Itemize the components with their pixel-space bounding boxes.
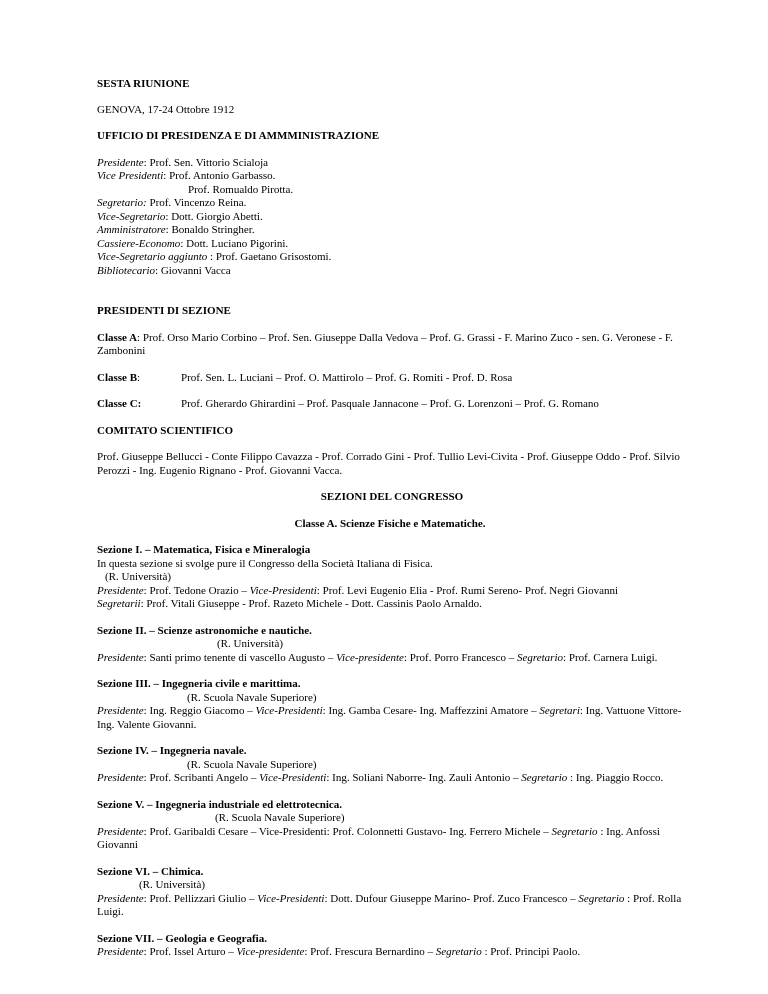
officer-line: Bibliotecario: Giovanni Vacca (97, 264, 231, 277)
officer-role: Cassiere-Economo (97, 237, 181, 250)
section-title: Sezione V. – Ingegneria industriale ed elettrotecnica. (97, 798, 343, 811)
classe-a-presidents (97, 332, 697, 359)
officer-line: Amministratore: Bonaldo Stringher. (97, 224, 255, 236)
classe-b-presidents (97, 372, 697, 386)
officer-role: Segretario: (97, 197, 147, 209)
officer-role: Vice Presidenti (97, 170, 164, 182)
section-officers: Presidente: Prof. Scribanti Angelo – Vice-Presidenti: Ing. Soliani Naborre- Ing. Zauli Antonio – Segretario : Ing. Piaggio Rocco. (97, 772, 664, 784)
classe-a-heading: Classe A. Scienze Fisiche e Matematiche. (294, 517, 486, 530)
section-block (97, 866, 697, 920)
officer-line: Vice-Segretario aggiunto : Prof. Gaetano Grisostomi. (97, 251, 332, 263)
officer-role: Bibliotecario (97, 264, 156, 277)
classe-b-label: Classe B: (97, 371, 141, 384)
ufficio-list (97, 157, 697, 279)
officer-role: Presidente (97, 156, 144, 169)
officer-role: Vice-Segretario (97, 210, 166, 223)
presidenti-heading: PRESIDENTI DI SEZIONE (97, 305, 231, 317)
officer-name: Bonaldo Stringher. (171, 224, 255, 236)
section-venue: (R. Università) (105, 571, 171, 583)
officer-line: Vice-Segretario: Dott. Giorgio Abetti. (97, 210, 263, 223)
officer-name: Prof. Antonio Garbasso. (169, 170, 276, 182)
classe-b-names: Prof. Sen. L. Luciani – Prof. O. Mattirolo – Prof. G. Romiti - Prof. D. Rosa (181, 371, 513, 384)
section-venue: (R. Università) (139, 879, 205, 891)
officer-name: Giovanni Vacca (160, 264, 231, 277)
section-venue: (R. Università) (217, 638, 283, 650)
section-venue: (R. Scuola Navale Superiore) (187, 758, 317, 771)
comitato-members: Prof. Giuseppe Bellucci - Conte Filippo Cavazza - Prof. Corrado Gini - Prof. Tullio Levi-Civita - Prof. Giuseppe Oddo - Prof. Silvio Perozzi - Ing. Eugenio Rignano - Prof. Giovanni Vacca. (97, 451, 680, 477)
officer-name: Prof. Romualdo Pirotta. (188, 183, 294, 196)
officer-line (97, 184, 697, 198)
section-block (97, 745, 697, 786)
section-officers: Presidente: Prof. Tedone Orazio – Vice-Presidenti: Prof. Levi Eugenio Elia - Prof. Rumi Sereno- Prof. Negri Giovanni (97, 584, 619, 597)
section-block (97, 625, 697, 666)
section-note: In questa sezione si svolge pure il Congresso della Società Italiana di Fisica. (97, 557, 433, 570)
officer-line (97, 197, 697, 211)
section-venue: (R. Scuola Navale Superiore) (215, 812, 345, 824)
section-block (97, 678, 697, 732)
section-secretaries: Segretarii: Prof. Vitali Giuseppe - Prof. Razeto Michele - Dott. Cassinis Paolo Arnaldo. (97, 598, 482, 610)
officer-name: Dott. Luciano Pigorini. (186, 237, 289, 250)
officer-line: Vice Presidenti: Prof. Antonio Garbasso. (97, 170, 276, 182)
section-officers: Presidente: Prof. Issel Arturo – Vice-presidente: Prof. Frescura Bernardino – Segretario : Prof. Principi Paolo. (97, 946, 581, 958)
sezioni-heading: SEZIONI DEL CONGRESSO (320, 491, 464, 503)
classe-a-names: : Prof. Orso Mario Corbino – Prof. Sen. Giuseppe Dalla Vedova – Prof. G. Grassi - F. Marino Zuco - sen. G. Veronese - F. Zambonini (97, 331, 673, 357)
officer-role: Amministratore (97, 224, 166, 236)
section-officers: Presidente: Prof. Pellizzari Giulio – Vice-Presidenti: Dott. Dufour Giuseppe Marino- Prof. Zuco Francesco – Segretario : Prof. Rolla Luigi. (97, 892, 682, 918)
officer-line: Presidente: Prof. Sen. Vittorio Scialoja (97, 156, 269, 169)
meeting-title: SESTA RIUNIONE (97, 78, 190, 90)
comitato-heading: COMITATO SCIENTIFICO (97, 424, 233, 437)
classe-c-presidents (97, 398, 697, 412)
officer-name: Dott. Giorgio Abetti. (171, 210, 263, 223)
officer-name: Prof. Gaetano Grisostomi. (215, 251, 332, 263)
section-officers: Presidente: Santi primo tenente di vascello Augusto – Vice-presidente: Prof. Porro Francesco – Segretario: Prof. Carnera Luigi. (97, 651, 658, 664)
section-title: Sezione III. – Ingegneria civile e marittima. (97, 678, 301, 690)
classe-a-label: Classe A (97, 331, 138, 344)
section-venue: (R. Scuola Navale Superiore) (187, 691, 317, 704)
section-title: Sezione VI. – Chimica. (97, 865, 204, 878)
place-date: GENOVA, 17-24 Ottobre 1912 (97, 103, 235, 116)
section-title: Sezione II. – Scienze astronomiche e nautiche. (97, 624, 312, 637)
classe-c-label: Classe C: (97, 398, 142, 410)
officer-name: Prof. Vincenzo Reina. (149, 197, 247, 209)
officer-line: Cassiere-Economo: Dott. Luciano Pigorini. (97, 237, 289, 250)
section-title: Sezione I. – Matematica, Fisica e Mineralogia (97, 544, 311, 556)
officer-name: Prof. Sen. Vittorio Scialoja (149, 156, 269, 169)
officer-role: Vice-Segretario aggiunto (97, 251, 208, 263)
section-title: Sezione VII. – Geologia e Geografia. (97, 932, 267, 945)
section-block (97, 933, 697, 960)
ufficio-heading: UFFICIO DI PRESIDENZA E DI AMMMINISTRAZIONE (97, 130, 380, 142)
section-block (97, 799, 697, 853)
section-officers: Presidente: Ing. Reggio Giacomo – Vice-Presidenti: Ing. Gamba Cesare- Ing. Maffezzini Amatore – Segretari: Ing. Vattuone Vittore- Ing. Valente Giovanni. (97, 705, 682, 731)
document-page (97, 68, 697, 960)
classe-c-names: Prof. Gherardo Ghirardini – Prof. Pasquale Jannacone – Prof. G. Lorenzoni – Prof. G. Romano (181, 398, 599, 410)
section-title: Sezione IV. – Ingegneria navale. (97, 745, 247, 757)
section-officers: Presidente: Prof. Garibaldi Cesare – Vice-Presidenti: Prof. Colonnetti Gustavo- Ing. Ferrero Michele – Segretario : Ing. Anfossi Giovanni (97, 825, 660, 851)
section-block (97, 544, 697, 612)
